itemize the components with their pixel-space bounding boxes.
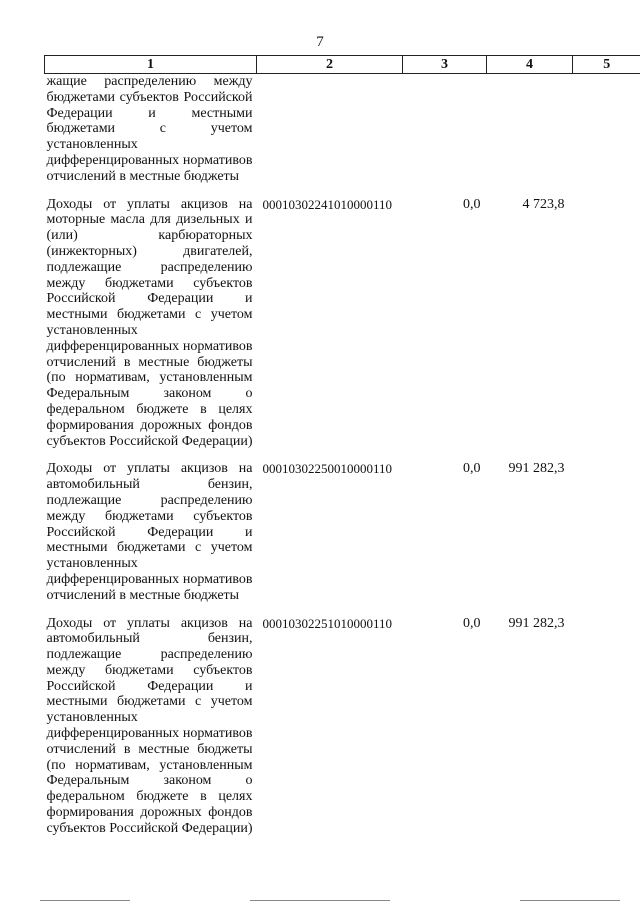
table-row [45,197,640,450]
table-row [45,616,640,837]
row-code [257,74,403,185]
scan-edge-line [250,900,390,901]
row-code: 00010302251010000110 [262,615,393,631]
row-code: 00010302250010000110 [262,461,393,477]
column-header-4: 4 [487,56,573,74]
budget-table [44,55,640,837]
row-col4: 991 282,3 [508,461,565,477]
row-gap [45,449,640,461]
row-col4: 991 282,3 [508,615,565,631]
column-header-1: 1 [45,56,257,74]
row-description: Доходы от уплаты акцизов на автомобильный бензин, подлежащие распределению между бюджетами субъектов Российской Федерации и местными бюджетами с учетом установленных дифференцированных нормативов отчислений в местные бюджеты [46,461,253,603]
row-col3: 0,0 [463,196,481,212]
row-col4 [487,74,573,185]
row-description: Доходы от уплаты акцизов на автомобильный бензин, подлежащие распределению между бюджетами субъектов Российской Федерации и местными бюджетами с учетом установленных дифференцированных нормативов отчислений в местные бюджеты (по нормативам, установленным Федеральным законом о федеральном бюджете в целях формирования дорожных фондов субъектов Российской Федерации) [46,615,253,836]
row-gap [45,185,640,197]
table-row [45,461,640,603]
row-col5 [573,616,640,837]
row-col5 [573,197,640,450]
row-description: жащие распределению между бюджетами субъектов Российской Федерации и местными бюджетами с учетом установленных дифференцированных нормативов отчислений в местные бюджеты [46,74,253,184]
row-col3: 0,0 [463,615,481,631]
row-col5 [573,74,640,185]
column-header-2: 2 [257,56,403,74]
row-col3 [403,74,487,185]
page-number: 7 [316,34,324,50]
column-header-3: 3 [403,56,487,74]
row-description: Доходы от уплаты акцизов на моторные масла для дизельных и (или) карбюраторных (инжекторных) двигателей, подлежащие распределению между бюджетами субъектов Российской Федерации и местными бюджетами с учетом установленных дифференцированных нормативов отчислений в местные бюджеты (по нормативам, установленным Федеральным законом о федеральном бюджете в целях формирования дорожных фондов субъектов Российской Федерации) [46,196,253,449]
table-row [45,74,640,185]
row-col4: 4 723,8 [522,196,565,212]
row-col3: 0,0 [463,461,481,477]
row-gap [45,604,640,616]
scan-edge-line [40,900,130,901]
row-col5 [573,461,640,603]
column-header-5: 5 [573,56,640,74]
scan-edge-line [520,900,620,901]
table-header-row [45,56,640,74]
row-code: 00010302241010000110 [262,196,393,212]
